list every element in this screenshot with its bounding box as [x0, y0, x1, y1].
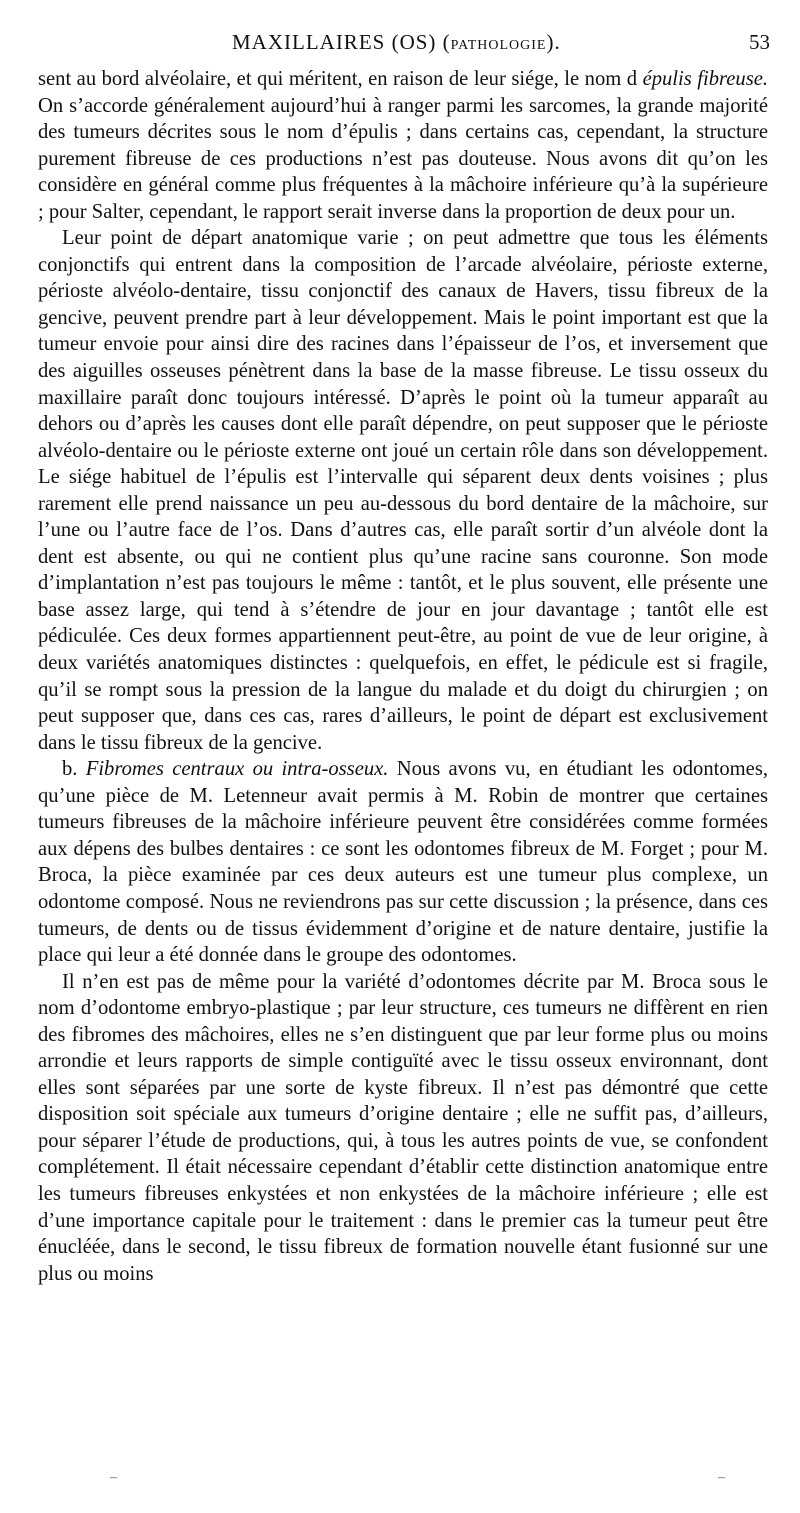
page-number: 53: [749, 30, 770, 54]
running-head: [0, 30, 800, 60]
running-title: [232, 30, 561, 55]
footer-mark-left: –: [110, 1470, 117, 1485]
text-run: On s’accorde généralement aujourd’hui à ranger parmi les sarcomes, la grande majorité des tumeurs décrites sous le nom d’épulis ; dans certains cas, cependant, la structure purement fibreuse de ces productions n’est pas douteuse. Nous avons dit qu’on les considère en général comme plus fréquentes à la mâchoire inférieure qu’à la supérieure ; pour Salter, cependant, le rapport serait inverse dans la proportion de deux pour un.: [38, 94, 768, 223]
italic-phrase: Fibromes centraux ou intra-osseux.: [85, 758, 389, 781]
running-title-small-caps: PATHOLOGIE: [450, 38, 547, 53]
body-text: [38, 66, 768, 1287]
text-run: sent au bord alvéolaire, et qui méritent, en raison de leur siége, le nom d: [38, 68, 643, 90]
running-title-main: MAXILLAIRES (OS) (: [232, 30, 451, 54]
paragraph-p3: [38, 756, 768, 968]
text-run: Nous avons vu, en étudiant les odontomes, qu’une pièce de M. Letenneur avait permis à M. Robin de montrer que certaines tumeurs fibreuses de la mâchoire inférieure peuvent être considérées comme formées aux dépens des bulbes dentaires : ce sont les odontomes fibreux de M. Forget ; pour M. Broca, la pièce examinée par ces deux auteurs est une tumeur plus complexe, un odontome composé. Nous ne reviendrons pas sur cette discussion ; la présence, dans ces tumeurs, de dents ou de tissus évidemment d’origine et de nature dentaire, justifie la place qui leur a été donnée dans le groupe des odontomes.: [38, 758, 768, 967]
footer-mark-right: –: [718, 1470, 725, 1485]
running-title-end: ).: [546, 30, 561, 54]
paragraph-p1: [38, 66, 768, 225]
paragraph-p4: [38, 969, 768, 1288]
paragraph-p2: [38, 225, 768, 756]
italic-phrase: épulis fibreuse.: [642, 68, 768, 90]
text-run: b.: [62, 758, 86, 781]
text-run: Leur point de départ anatomique varie ; on peut admettre que tous les éléments conjonctifs qui entrent dans la composition de l’arcade alvéolaire, périoste externe, périoste alvéolo-dentaire, tissu conjonctif des canaux de Havers, tissu fibreux de la gencive, peuvent prendre part à leur développement. Mais le point important est que la tumeur envoie pour ainsi dire des racines dans l’épaisseur de l’os, et inversement que des aiguilles osseuses pénètrent dans la base de la masse fibreuse. Le tissu osseux du maxillaire paraît donc toujours intéressé. D’après le point où la tumeur apparaît au dehors ou d’après les causes dont elle paraît dépendre, on peut supposer que le périoste alvéolo-dentaire ou le périoste externe ont joué un certain rôle dans son développement. Le siége habituel de l’épulis est l’intervalle qui séparent deux dents voisines ; plus rarement elle prend naissance un peu au-dessous du bord dentaire de la mâchoire, sur l’une ou l’autre face de l’os. Dans d’autres cas, elle paraît sortir d’un alvéole dont la dent est absente, ou qui ne contient plus qu’une racine sans couronne. Son mode d’implantation n’est pas toujours le même : tantôt, et le plus souvent, elle présente une base assez large, qui tend à s’étendre de jour en jour davantage ; tantôt elle est pédiculée. Ces deux formes appartiennent peut-être, au point de vue de leur origine, à deux variétés anatomiques distinctes : quelquefois, en effet, le pédicule est si fragile, qu’il se rompt sous la pression de la langue du malade et du doigt du chirurgien ; on peut supposer que, dans ces cas, rares d’ailleurs, le point de départ est exclusivement dans le tissu fibreux de la gencive.: [38, 227, 768, 754]
text-run: Il n’en est pas de même pour la variété d’odontomes décrite par M. Broca sous le nom d’odontome embryo-plastique ; par leur structure, ces tumeurs ne diffèrent en rien des fibromes des mâchoires, elles ne s’en distinguent que par leur forme plus ou moins arrondie et leurs rapports de simple contiguïté avec le tissu osseux environnant, dont elles sont séparées par une sorte de kyste fibreux. Il n’est pas démontré que cette disposition soit spéciale aux tumeurs d’origine dentaire ; elle ne suffit pas, d’ailleurs, pour séparer l’étude de productions, qui, à tous les autres points de vue, se confondent complétement. Il était nécessaire cependant d’établir cette distinction anatomique entre les tumeurs fibreuses enkystées et non enkystées de la mâchoire inférieure ; elle est d’une importance capitale pour le traitement : dans le premier cas la tumeur peut être énucléée, dans le second, le tissu fibreux de formation nouvelle étant fusionné sur une plus ou moins: [38, 970, 768, 1285]
